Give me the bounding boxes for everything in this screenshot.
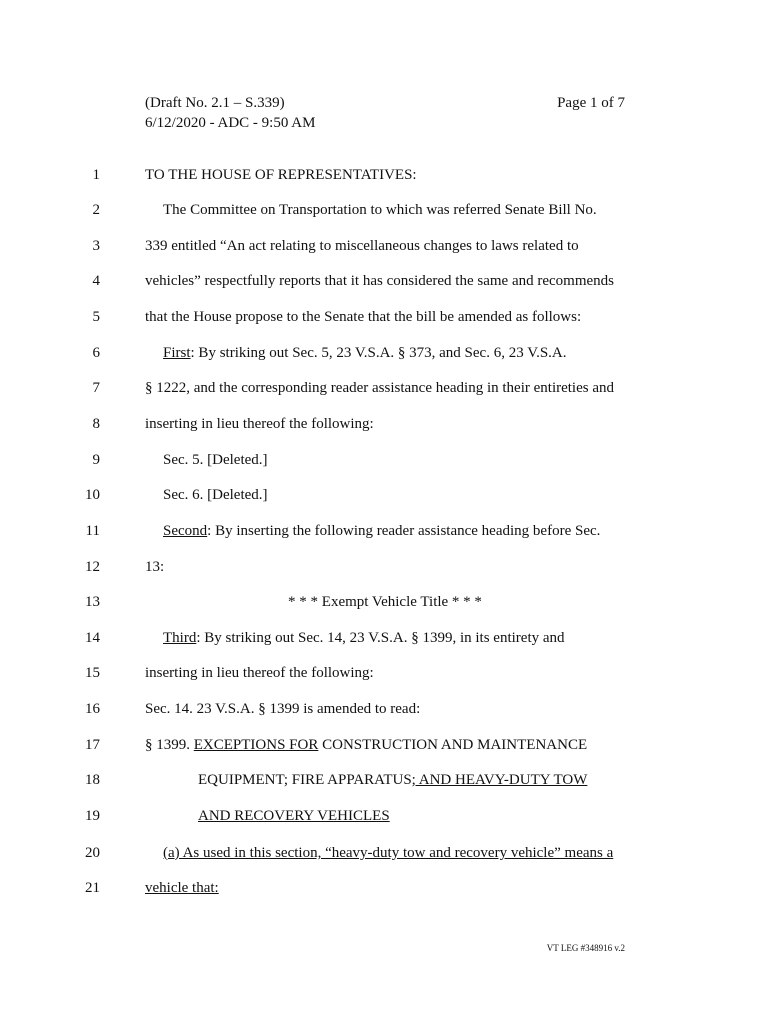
- line-number: 6: [92, 345, 100, 361]
- line-text: inserting in lieu thereof the following:: [145, 665, 374, 681]
- line-text: [163, 520, 600, 542]
- line-text: Sec. 14. 23 V.S.A. § 1399 is amended to read:: [145, 701, 421, 717]
- text-line: [0, 698, 770, 720]
- draft-datetime: 6/12/2020 - ADC - 9:50 AM: [145, 115, 316, 131]
- text-line: [0, 235, 770, 257]
- inserted-text: ; AND HEAVY-DUTY TOW: [411, 772, 588, 788]
- line-number: 10: [85, 487, 100, 503]
- text-line: [0, 342, 770, 364]
- line-number: 8: [92, 416, 100, 432]
- line-number: 14: [85, 630, 100, 646]
- text-line: [0, 484, 770, 506]
- line-number: 9: [92, 452, 100, 468]
- line-number: 15: [85, 665, 100, 681]
- text-line: [0, 199, 770, 221]
- text-line: [0, 377, 770, 399]
- line-text: that the House propose to the Senate that the bill be amended as follows:: [145, 309, 582, 325]
- amendment-lead-first: First: [163, 345, 191, 361]
- line-text-rest: : By inserting the following reader assistance heading before Sec.: [207, 523, 601, 539]
- line-number: 19: [85, 808, 100, 824]
- line-text: [145, 734, 587, 756]
- amendment-lead-second: Second: [163, 523, 208, 539]
- line-number: 17: [85, 737, 100, 753]
- text-line: [0, 734, 770, 756]
- line-text: Sec. 5. [Deleted.]: [163, 452, 268, 468]
- inserted-text: vehicle that:: [145, 880, 219, 896]
- line-text: § 1222, and the corresponding reader assistance heading in their entireties and: [145, 380, 615, 396]
- line-text: [198, 769, 587, 791]
- text-line: [0, 627, 770, 649]
- text-line: [0, 769, 770, 791]
- line-number: 20: [85, 845, 100, 861]
- line-text: [163, 627, 565, 649]
- line-text-rest: CONSTRUCTION AND MAINTENANCE: [318, 737, 588, 753]
- text-line: [0, 805, 770, 827]
- text-line: [0, 270, 770, 292]
- line-text: vehicles” respectfully reports that it has considered the same and recommends: [145, 273, 614, 289]
- line-text: 13:: [145, 559, 165, 575]
- text-line: [0, 520, 770, 542]
- line-number: 1: [92, 167, 100, 183]
- line-text-main: EQUIPMENT; FIRE APPARATUS: [198, 772, 412, 788]
- document-header: [145, 93, 315, 133]
- line-text: Sec. 6. [Deleted.]: [163, 487, 268, 503]
- line-text-rest: : By striking out Sec. 14, 23 V.S.A. § 1399, in its entirety and: [196, 630, 565, 646]
- line-number: 3: [92, 238, 100, 254]
- line-number: 18: [85, 772, 100, 788]
- line-text: [163, 342, 567, 364]
- line-number: 4: [92, 273, 100, 289]
- line-text: inserting in lieu thereof the following:: [145, 416, 374, 432]
- text-line: [0, 164, 770, 186]
- text-line: [0, 449, 770, 471]
- line-text: 339 entitled “An act relating to miscellaneous changes to laws related to: [145, 238, 579, 254]
- line-number: 5: [92, 309, 100, 325]
- text-line: [0, 877, 770, 899]
- text-line: [0, 413, 770, 435]
- line-text: The Committee on Transportation to which was referred Senate Bill No.: [163, 202, 597, 218]
- line-number: 21: [85, 880, 100, 896]
- amendment-lead-third: Third: [163, 630, 197, 646]
- section-heading: * * * Exempt Vehicle Title * * *: [288, 594, 482, 610]
- line-number: 11: [85, 523, 100, 539]
- page-indicator: Page 1 of 7: [557, 95, 625, 111]
- inserted-text: (a) As used in this section, “heavy-duty tow and recovery vehicle” means a: [163, 845, 614, 861]
- document-footer-id: VT LEG #348916 v.2: [546, 943, 625, 953]
- line-text-rest: : By striking out Sec. 5, 23 V.S.A. § 373, and Sec. 6, 23 V.S.A.: [190, 345, 567, 361]
- section-symbol: § 1399.: [145, 737, 194, 753]
- text-line: [0, 306, 770, 328]
- line-text: TO THE HOUSE OF REPRESENTATIVES:: [145, 167, 417, 183]
- line-number: 13: [85, 594, 100, 610]
- inserted-text: AND RECOVERY VEHICLES: [198, 808, 390, 824]
- text-line: [0, 556, 770, 578]
- draft-label: (Draft No. 2.1 – S.339): [145, 95, 285, 111]
- text-line: [0, 842, 770, 864]
- text-line: [0, 591, 770, 613]
- line-number: 16: [85, 701, 100, 717]
- line-number: 2: [92, 202, 100, 218]
- line-number: 7: [92, 380, 100, 396]
- line-number: 12: [85, 559, 100, 575]
- inserted-text: EXCEPTIONS FOR: [193, 737, 319, 753]
- text-line: [0, 662, 770, 684]
